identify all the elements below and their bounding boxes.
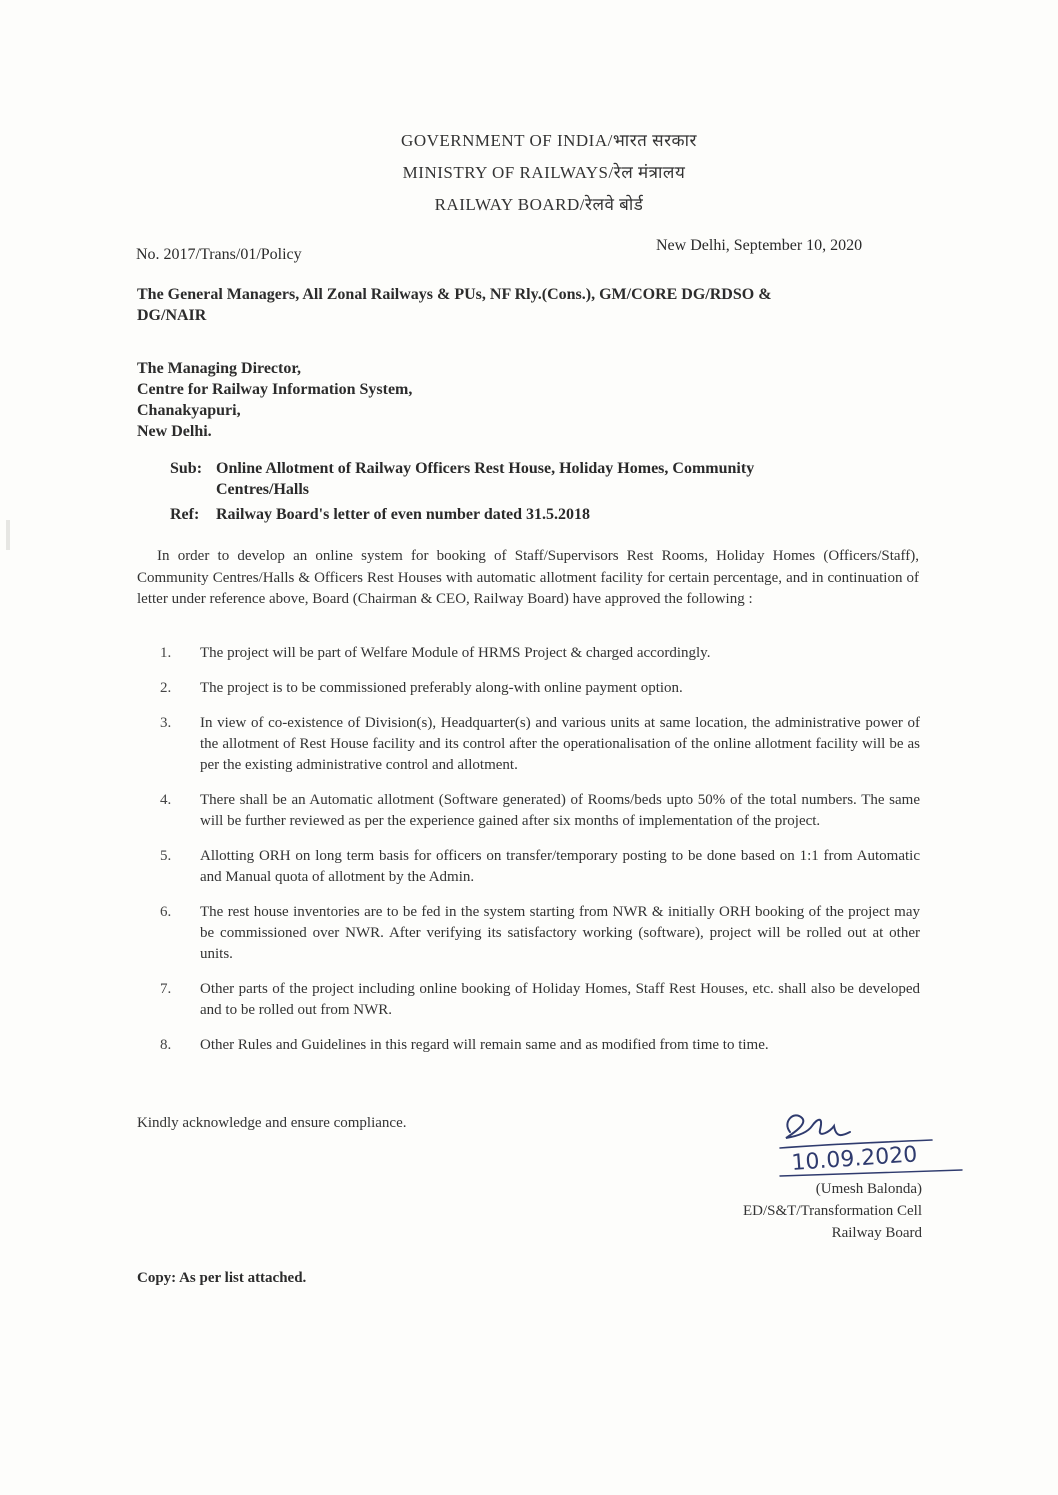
list-item [160, 979, 920, 1021]
list-item [160, 846, 920, 888]
point-number: 4. [160, 792, 172, 808]
reference-number: No. 2017/Trans/01/Policy [136, 246, 302, 263]
list-item [160, 902, 920, 965]
point-text: In view of co-existence of Division(s), Headquarter(s) and various units at same location, the administrative power of the allotment of Rest House facility and its control after the operationalisation of the online allotment facility will be as per the existing administrative control and allotment. [200, 715, 920, 773]
point-text: The rest house inventories are to be fed in the system starting from NWR & initially ORH booking of the project may be commissioned over NWR. After verifying its satisfactory working (software), project will be rolled out at other units. [200, 904, 920, 962]
list-item [160, 713, 920, 776]
addressee-line: The Managing Director, [137, 360, 301, 377]
subject-block [170, 458, 870, 500]
reference-block [170, 506, 870, 524]
point-text: Other parts of the project including online booking of Holiday Homes, Staff Rest Houses, etc. shall also be developed and to be rolled out from NWR. [200, 981, 920, 1018]
reference-label: Ref: [170, 506, 200, 523]
point-text: The project will be part of Welfare Module of HRMS Project & charged accordingly. [200, 645, 711, 661]
list-item [160, 678, 920, 699]
signatory-office: Railway Board [831, 1225, 922, 1241]
place-date: New Delhi, September 10, 2020 [656, 237, 863, 254]
list-item [160, 790, 920, 832]
copy-note: Copy: As per list attached. [137, 1270, 307, 1286]
signatory-designation: ED/S&T/Transformation Cell [742, 1203, 922, 1219]
letterhead-ministry: MINISTRY OF RAILWAYS/रेल मंत्रालय [402, 163, 686, 182]
point-number: 3. [160, 715, 172, 731]
signatory-block [743, 1178, 922, 1244]
subject-line-2: Centres/Halls [216, 481, 310, 498]
addressee-line: Chanakyapuri, [137, 402, 241, 419]
addressee-line: Centre for Railway Information System, [137, 381, 413, 398]
list-item [160, 1035, 920, 1056]
letterhead-government: GOVERNMENT OF INDIA/भारत सरकार [401, 131, 697, 150]
subject-label: Sub: [170, 460, 203, 477]
point-text: The project is to be commissioned preferably along-with online payment option. [200, 680, 683, 696]
scan-edge-mark [6, 520, 10, 550]
signatory-name: (Umesh Balonda) [815, 1181, 922, 1197]
point-number: 8. [160, 1037, 172, 1053]
point-number: 7. [160, 981, 172, 997]
point-text: Other Rules and Guidelines in this regard will remain same and as modified from time to time. [200, 1037, 769, 1053]
point-number: 6. [160, 904, 172, 920]
approved-points-list [160, 643, 920, 1070]
point-text: There shall be an Automatic allotment (Software generated) of Rooms/beds upto 50% of the total numbers. The same will be further reviewed as per the experience gained after six months of implementation of the project. [200, 792, 920, 829]
point-number: 2. [160, 680, 172, 696]
list-item [160, 643, 920, 664]
handwritten-date: 10.09.2020 [790, 1142, 919, 1176]
reference-text: Railway Board's letter of even number dated 31.5.2018 [216, 506, 591, 523]
letterhead-board: RAILWAY BOARD/रेलवे बोर्ड [434, 195, 644, 214]
point-number: 1. [160, 645, 172, 661]
point-number: 5. [160, 848, 172, 864]
closing-line: Kindly acknowledge and ensure compliance. [137, 1115, 407, 1131]
addressee-line: New Delhi. [137, 423, 212, 440]
subject-line-1: Online Allotment of Railway Officers Rest House, Holiday Homes, Community [216, 460, 755, 477]
handwritten-signature [772, 1092, 972, 1182]
intro-paragraph: In order to develop an online system for booking of Staff/Supervisors Rest Rooms, Holiday Homes (Officers/Staff), Community Centres/Halls & Officers Rest Houses with automatic allotment facility for certain percentage, and in continuation of letter under reference above, Board (Chairman & CEO, Railway Board) have approved the following : [137, 548, 919, 607]
addressee-managing-director [137, 358, 537, 442]
addressee-general-managers: The General Managers, All Zonal Railways & PUs, NF Rly.(Cons.), GM/CORE DG/RDSO & DG/NAIR [137, 286, 772, 324]
point-text: Allotting ORH on long term basis for officers on transfer/temporary posting to be done based on 1:1 from Automatic and Manual quota of allotment by the Admin. [200, 848, 920, 885]
